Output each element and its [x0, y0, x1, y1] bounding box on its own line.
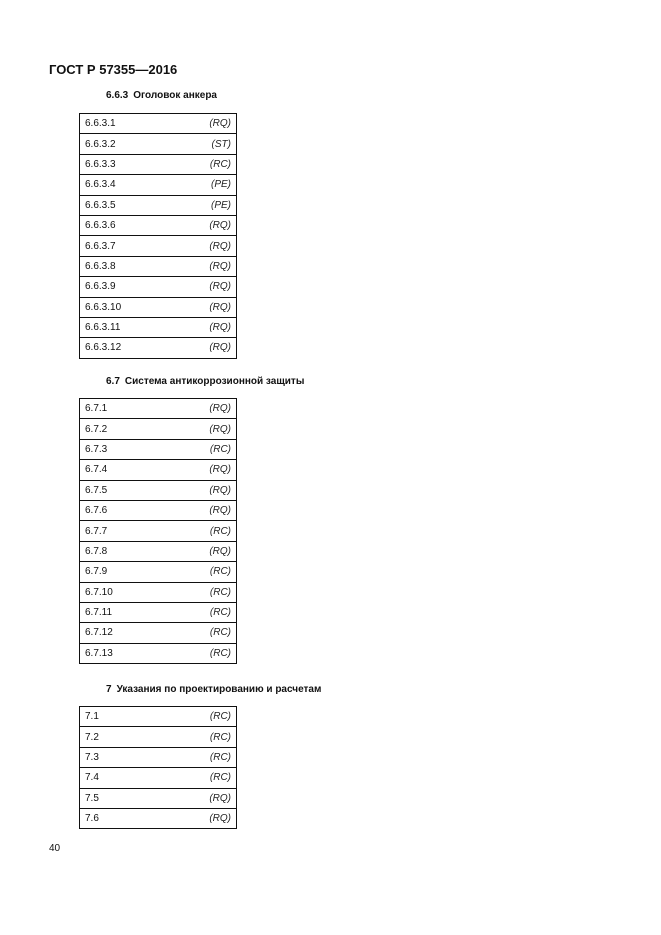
item-number: 6.7.7 [85, 525, 108, 537]
requirement-code: (ST) [211, 138, 231, 150]
table-row [80, 256, 237, 276]
table-row [80, 602, 237, 622]
requirement-code: (RQ) [209, 281, 231, 293]
item-number: 6.6.3.2 [85, 138, 116, 150]
requirement-code: (RQ) [209, 813, 231, 825]
table-row [80, 134, 237, 154]
table-row [80, 399, 237, 419]
table-row [80, 541, 237, 561]
table-cell [80, 788, 237, 808]
table-row [80, 175, 237, 195]
table-row [80, 480, 237, 500]
table-row [80, 215, 237, 235]
table-row [80, 788, 237, 808]
table-cell [80, 500, 237, 520]
item-number: 6.6.3.5 [85, 199, 116, 211]
requirement-code: (RQ) [209, 260, 231, 272]
table-cell [80, 707, 237, 727]
table-row [80, 707, 237, 727]
item-number: 7.4 [85, 772, 99, 784]
requirement-code: (RC) [209, 607, 231, 619]
requirement-code: (RQ) [209, 423, 231, 435]
item-number: 6.7.11 [85, 607, 113, 619]
requirement-code: (RC) [209, 627, 231, 639]
table-row [80, 727, 237, 747]
table-cell [80, 154, 237, 174]
section-number: 6.6.3 [106, 90, 129, 101]
section-number: 7 [106, 684, 112, 695]
item-number: 6.6.3.10 [85, 301, 122, 313]
item-number: 6.6.3.8 [85, 260, 116, 272]
item-number: 6.7.6 [85, 505, 108, 517]
section-number: 6.7 [106, 376, 120, 387]
requirement-code: (RQ) [209, 792, 231, 804]
requirements-table [79, 398, 237, 664]
table-cell [80, 215, 237, 235]
item-number: 6.7.1 [85, 403, 108, 415]
table-row [80, 154, 237, 174]
table-row [80, 297, 237, 317]
requirement-code: (RC) [209, 586, 231, 598]
table-cell [80, 727, 237, 747]
requirement-code: (PE) [211, 199, 231, 211]
table-cell [80, 562, 237, 582]
requirement-code: (RQ) [209, 403, 231, 415]
requirement-code: (RC) [209, 731, 231, 743]
table-row [80, 562, 237, 582]
item-number: 6.6.3.1 [85, 118, 116, 130]
table-cell [80, 338, 237, 358]
page-number: 40 [49, 843, 61, 854]
item-number: 6.6.3.7 [85, 240, 116, 252]
table-cell [80, 134, 237, 154]
table-row [80, 500, 237, 520]
requirement-code: (RC) [209, 525, 231, 537]
table-row [80, 747, 237, 767]
item-number: 6.7.13 [85, 647, 113, 659]
item-number: 6.7.3 [85, 443, 108, 455]
table-cell [80, 541, 237, 561]
table-row [80, 236, 237, 256]
document-header: ГОСТ Р 57355—2016 [49, 62, 178, 77]
section-title: Оголовок анкера [133, 90, 217, 101]
table-cell [80, 623, 237, 643]
item-number: 6.6.3.11 [85, 322, 121, 334]
section-heading [106, 376, 304, 387]
item-number: 6.6.3.6 [85, 220, 116, 232]
item-number: 6.7.8 [85, 545, 108, 557]
table-cell [80, 439, 237, 459]
item-number: 6.7.2 [85, 423, 108, 435]
item-number: 6.7.4 [85, 464, 108, 476]
table-cell [80, 460, 237, 480]
table-row [80, 521, 237, 541]
table-row [80, 768, 237, 788]
table-cell [80, 277, 237, 297]
table-cell [80, 114, 237, 134]
table-row [80, 277, 237, 297]
item-number: 7.2 [85, 731, 99, 743]
item-number: 6.7.9 [85, 566, 108, 578]
requirement-code: (RC) [209, 711, 231, 723]
requirement-code: (PE) [211, 179, 231, 191]
requirement-code: (RC) [209, 647, 231, 659]
item-number: 6.6.3.4 [85, 179, 116, 191]
table-row [80, 338, 237, 358]
table-row [80, 808, 237, 828]
table-row [80, 439, 237, 459]
requirement-code: (RQ) [209, 118, 231, 130]
requirements-table [79, 113, 237, 359]
table-row [80, 623, 237, 643]
table-row [80, 582, 237, 602]
table-cell [80, 808, 237, 828]
requirement-code: (RQ) [209, 484, 231, 496]
table-cell [80, 317, 237, 337]
requirement-code: (RC) [209, 158, 231, 170]
item-number: 6.6.3.12 [85, 342, 122, 354]
requirement-code: (RQ) [209, 301, 231, 313]
requirement-code: (RQ) [209, 545, 231, 557]
table-row [80, 460, 237, 480]
table-row [80, 317, 237, 337]
table-cell [80, 747, 237, 767]
table-row [80, 114, 237, 134]
section-heading [106, 90, 217, 101]
item-number: 6.7.5 [85, 484, 108, 496]
requirement-code: (RC) [209, 443, 231, 455]
requirement-code: (RC) [209, 566, 231, 578]
requirement-code: (RQ) [209, 505, 231, 517]
requirement-code: (RC) [209, 772, 231, 784]
table-cell [80, 480, 237, 500]
table-cell [80, 195, 237, 215]
table-row [80, 419, 237, 439]
item-number: 6.6.3.3 [85, 158, 116, 170]
requirement-code: (RQ) [209, 464, 231, 476]
section-title: Система антикоррозионной защиты [124, 376, 305, 387]
table-cell [80, 768, 237, 788]
requirement-code: (RQ) [209, 240, 231, 252]
requirement-code: (RQ) [209, 342, 231, 354]
requirement-code: (RQ) [209, 322, 231, 334]
table-cell [80, 643, 237, 663]
item-number: 7.5 [85, 792, 99, 804]
table-cell [80, 297, 237, 317]
item-number: 7.6 [85, 813, 99, 825]
table-cell [80, 175, 237, 195]
table-cell [80, 521, 237, 541]
item-number: 7.3 [85, 751, 99, 763]
requirement-code: (RC) [209, 751, 231, 763]
item-number: 6.7.10 [85, 586, 113, 598]
table-row [80, 643, 237, 663]
table-cell [80, 419, 237, 439]
table-cell [80, 399, 237, 419]
item-number: 6.6.3.9 [85, 281, 116, 293]
table-row [80, 195, 237, 215]
section-title: Указания по проектированию и расчетам [116, 684, 322, 695]
item-number: 6.7.12 [85, 627, 113, 639]
table-cell [80, 236, 237, 256]
section-heading [106, 684, 321, 695]
requirement-code: (RQ) [209, 220, 231, 232]
table-cell [80, 582, 237, 602]
item-number: 7.1 [85, 711, 99, 723]
table-cell [80, 602, 237, 622]
requirements-table [79, 706, 237, 829]
table-cell [80, 256, 237, 276]
